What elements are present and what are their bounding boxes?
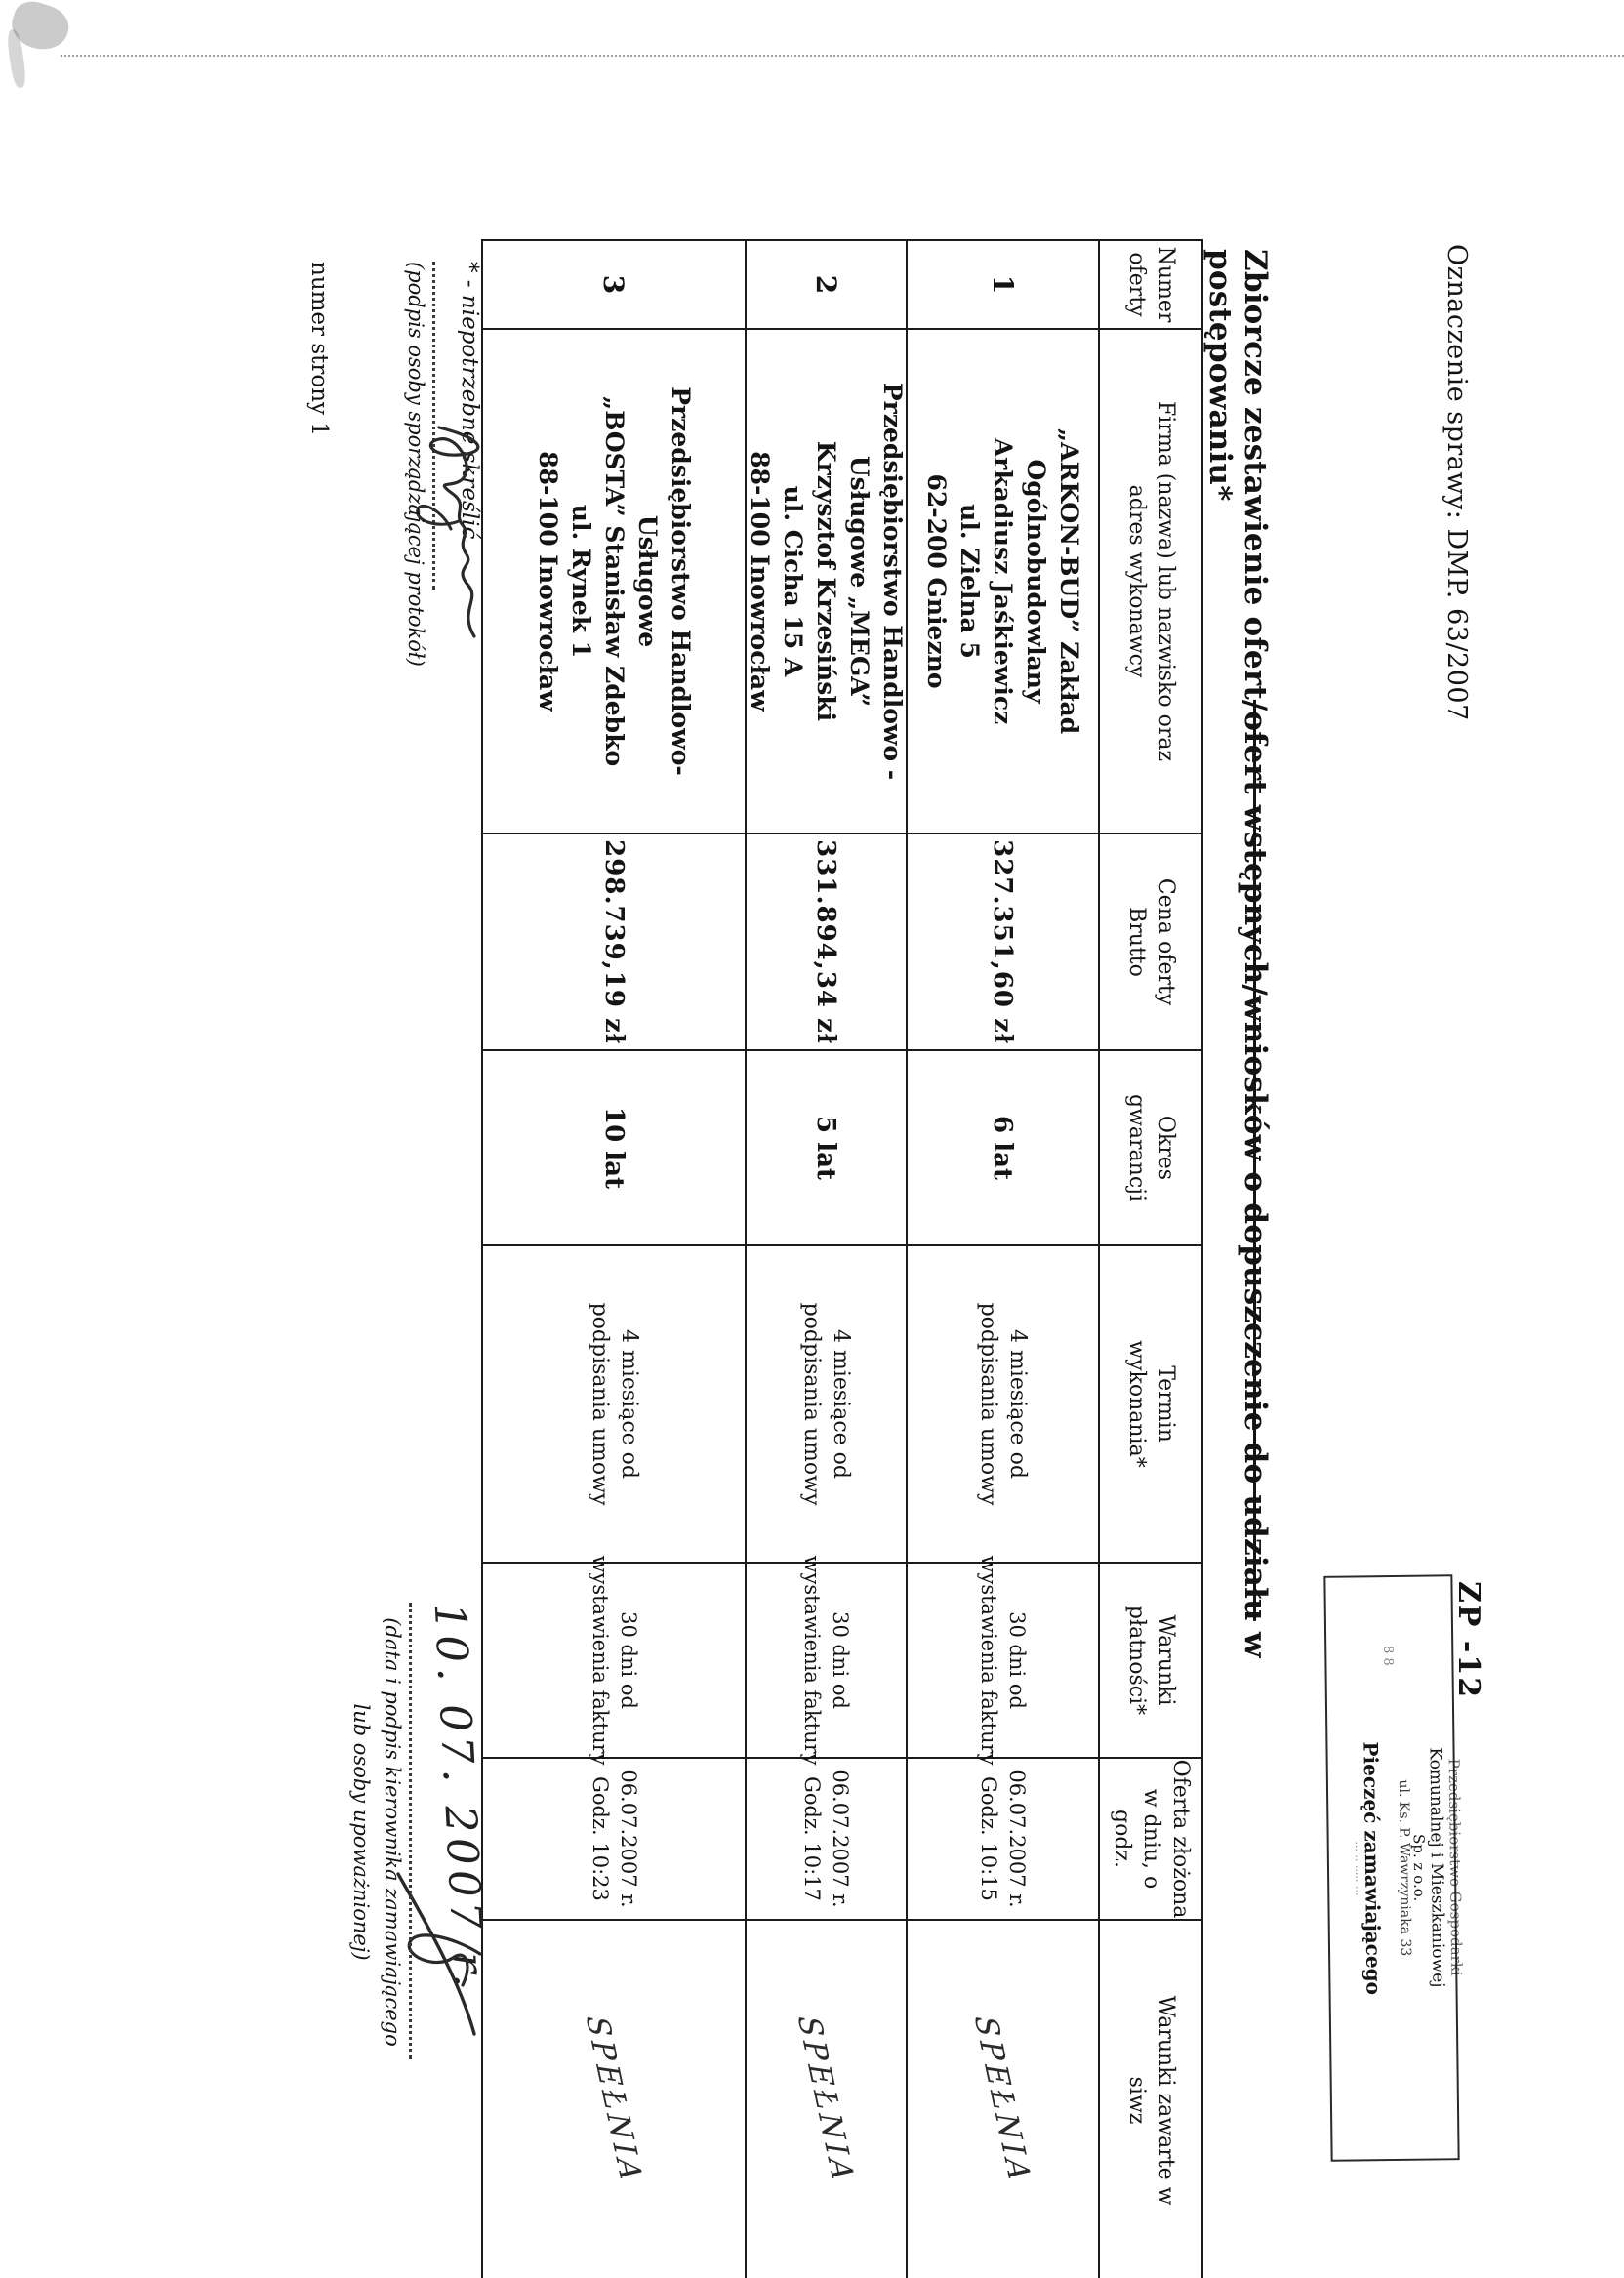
warranty-cell: 5 lat xyxy=(745,1051,906,1246)
handwritten-spelnia: SPEŁNIA xyxy=(967,2015,1038,2185)
warranty-cell: 6 lat xyxy=(906,1051,1098,1246)
siwz-conditions-cell xyxy=(906,1921,1098,2278)
completion-term-cell: 4 miesiące od podpisania umowy xyxy=(483,1246,745,1564)
offers-table xyxy=(481,239,1203,2278)
stamp-company-line3: Sp. z o.o. xyxy=(1410,1833,1429,1902)
contractor-cell: „ARKON-BUD” Zakład Ogólnobudowlany Arkadiusz Jaśkiewicz ul. Zielna 5 62-200 Gniezno xyxy=(906,330,1098,834)
header-okres-gwarancji: Okres gwarancji xyxy=(1098,1051,1201,1246)
header-numer-oferty: Numer oferty xyxy=(1098,241,1201,330)
title-part-kept-tail: w postępowaniu* xyxy=(1202,249,1273,1658)
siwz-conditions-cell xyxy=(745,1921,906,2278)
offer-number-cell: 3 xyxy=(483,241,745,330)
document-title xyxy=(1202,249,1273,1830)
submission-datetime-cell: 06.07.2007 r. Godz. 10:15 xyxy=(906,1759,1098,1921)
completion-term-cell: 4 miesiące od podpisania umowy xyxy=(906,1246,1098,1564)
offer-number-cell: 1 xyxy=(906,241,1098,330)
header-oferta-zlozona: Oferta złożona w dniu, o godz. xyxy=(1098,1759,1201,1921)
header-termin-wykonania: Termin wykonania* xyxy=(1098,1246,1201,1564)
stamp-illegible-line: ··· ·· ····· ··· xyxy=(1349,1841,1362,1896)
signature-caption-manager-line1: (data i podpis kierownika zamawiającego xyxy=(381,1617,404,2047)
header-warunki-siwz: Warunki zawarte w siwz xyxy=(1098,1921,1201,2278)
footnote-strike-unneeded: * - niepotrzebne skreślić xyxy=(457,262,482,540)
header-firma: Firma (nazwa) lub nazwisko oraz adres wykonawcy xyxy=(1098,330,1201,834)
payment-terms-cell: 30 dni od wystawienia faktury xyxy=(483,1564,745,1759)
page-number: numer strony 1 xyxy=(306,262,332,436)
contractor-cell: Przedsiębiorstwo Handlowo- Usługowe „BOSTA” Stanisław Zdebko ul. Rynek 1 88-100 Inowrocław xyxy=(483,330,745,834)
stamp-company-line2: Komunalnej i Mieszkaniowej xyxy=(1425,1747,1448,1988)
handwritten-date: 10. 07. 2007 r. xyxy=(424,1601,495,1994)
stamp-postal-fragment: 8 8 xyxy=(1380,1645,1396,1666)
header-warunki-platnosci: Warunki płatności* xyxy=(1098,1564,1201,1759)
form-code-label: ZP -12 xyxy=(1451,1581,1485,1700)
contracting-authority-stamp xyxy=(1323,1574,1466,2162)
warranty-cell: 10 lat xyxy=(483,1051,745,1246)
title-part-kept: Zbiorcze zestawienie ofert xyxy=(1238,249,1273,700)
payment-terms-cell: 30 dni od wystawienia faktury xyxy=(745,1564,906,1759)
submission-datetime-cell: 06.07.2007 r. Godz. 10:23 xyxy=(483,1759,745,1921)
title-part-struck-through: /ofert wstępnych/wniosków o dopuszczenie do udziału xyxy=(1238,699,1273,1621)
offer-number-cell: 2 xyxy=(745,241,906,330)
scan-artifact-dotted-line xyxy=(61,55,1624,57)
signature-dotted-line xyxy=(409,1603,431,2059)
gross-price-cell: 331.894,34 zł xyxy=(745,834,906,1051)
completion-term-cell: 4 miesiące od podpisania umowy xyxy=(745,1246,906,1564)
signature-caption-protocol-author: (podpis osoby sporządzającej protokół) xyxy=(404,262,427,667)
header-cena: Cena oferty Brutto xyxy=(1098,834,1201,1051)
stamp-company-line1: Przedsiębiorstwo Gospodarki xyxy=(1444,1758,1466,1976)
contractor-cell: Przedsiębiorstwo Handlowo - Usługowe „MEGA” Krzysztof Krzesiński ul. Cicha 15 A 88-100 Inowrocław xyxy=(745,330,906,834)
payment-terms-cell: 30 dni od wystawienia faktury xyxy=(906,1564,1098,1759)
gross-price-cell: 298.739,19 zł xyxy=(483,834,745,1051)
case-number-label: Oznaczenie sprawy: DMP. 63/2007 xyxy=(1441,244,1472,721)
handwritten-spelnia: SPEŁNIA xyxy=(791,2015,862,2185)
stamp-address-line: ul. Ks. P. Wawrzyniaka 33 xyxy=(1396,1779,1414,1957)
gross-price-cell: 327.351,60 zł xyxy=(906,834,1098,1051)
stamp-caption: Pieczęć zamawiającego xyxy=(1359,1741,1386,1996)
handwritten-spelnia: SPEŁNIA xyxy=(578,2015,650,2185)
signature-caption-manager-line2: lub osoby upoważnionej) xyxy=(349,1703,373,1961)
siwz-conditions-cell xyxy=(483,1921,745,2278)
submission-datetime-cell: 06.07.2007 r. Godz. 10:17 xyxy=(745,1759,906,1921)
